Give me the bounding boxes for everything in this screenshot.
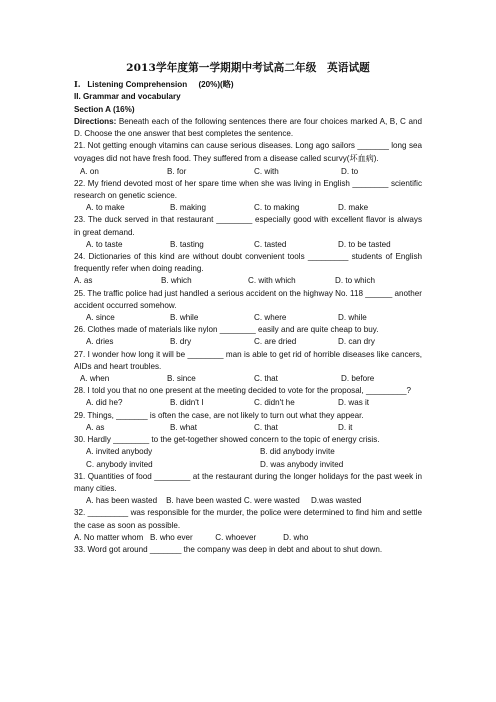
question-32: 32. _________ was responsible for the murder, the police were determined to find him and settle the case as soon as possible.: [74, 508, 422, 530]
question-23: 23. The duck served in that restaurant ________ especially good with excellent flavor is always in great demand.: [74, 215, 422, 237]
question-27-options: [74, 373, 422, 385]
option-b: B. making: [170, 203, 206, 213]
question-21-options: [74, 166, 422, 178]
option-d: D. can dry: [338, 337, 375, 347]
question-21: [74, 140, 422, 165]
option-c: C. to making: [254, 203, 300, 213]
option-c: C. that: [254, 422, 278, 432]
question-26-options: [74, 336, 422, 348]
section-a-heading: Section A (16%): [74, 104, 135, 114]
option-b: B. didn't I: [170, 398, 204, 408]
question-30: 30. Hardly ________ to the get-together showed concern to the topic of energy crisis.: [74, 435, 380, 445]
option-c: C. where: [254, 313, 287, 323]
question-27: 27. I wonder how long it will be ________ man is able to get rid of horrible diseases like cancers, AIDs and heart troubles.: [74, 349, 422, 371]
question-28-options: [74, 397, 422, 409]
option-b: B. for: [167, 166, 187, 176]
option-c: C. didn't he: [254, 398, 295, 408]
option-c: C. are dried: [254, 337, 297, 347]
question-30-options: [74, 446, 422, 470]
part-1-number: I.: [74, 79, 81, 90]
option-a: A. when: [80, 374, 110, 384]
question-29-options: [74, 422, 422, 434]
option-d: D. make: [338, 203, 369, 213]
option-c: C. with which: [248, 276, 296, 286]
option-b: B. which: [161, 276, 192, 286]
option-a: A. did he?: [86, 398, 123, 408]
option-d: D. was it: [338, 398, 370, 408]
directions-label: Directions:: [74, 116, 117, 126]
option-c: C. that: [254, 374, 278, 384]
question-24: 24. Dictionaries of this kind are without doubt convenient tools _________ students of English frequently refer when doing reading.: [74, 252, 422, 274]
question-25-options: [74, 312, 422, 324]
question-31: 31. Quantities of food ________ at the restaurant during the longer holidays for the past week in many cities.: [74, 471, 422, 493]
question-28: 28. I told you that no one present at the meeting decided to vote for the proposal, _________?: [74, 386, 412, 396]
option-d: D. while: [338, 313, 367, 323]
option-b: B. dry: [170, 337, 192, 347]
part-1-heading: [74, 78, 422, 91]
question-24-options: [74, 275, 422, 287]
question-29: 29. Things, _______ is often the case, are not likely to turn out what they appear.: [74, 410, 364, 420]
option-c: C. anybody invited: [86, 459, 153, 469]
option-d: D. to: [341, 166, 359, 176]
directions-text: Beneath each of the following sentences there are four choices marked A, B, C and D. Choose the one answer that best completes the sentence.: [74, 116, 422, 139]
question-21-tail: ).: [373, 154, 379, 164]
question-22-options: [74, 202, 422, 214]
question-33: 33. Word got around _______ the company was deep in debt and about to shut down.: [74, 544, 383, 554]
page-title: 2013学年度第一学期期中考试高二年级 英语试题: [126, 62, 370, 74]
part-2-heading: II. Grammar and vocabulary: [74, 92, 181, 102]
option-d: D. to be tasted: [338, 239, 391, 249]
option-c: C. with: [254, 166, 279, 176]
option-a: A. dries: [86, 337, 114, 347]
option-c: C. tasted: [254, 239, 287, 249]
option-b: B. did anybody invite: [260, 447, 335, 457]
option-a: A. to make: [86, 203, 125, 213]
question-26: 26. Clothes made of materials like nylon ________ easily and are quite cheap to buy.: [74, 325, 379, 335]
part-1-title: Listening Comprehension: [87, 80, 188, 90]
option-a: A. invited anybody: [86, 447, 153, 457]
question-21-chinese-gloss: 坏血病: [349, 153, 374, 164]
option-b: B. tasting: [170, 239, 204, 249]
option-a: A. as: [86, 422, 105, 432]
option-a: A. since: [86, 313, 115, 323]
directions: [74, 116, 422, 140]
question-23-options: [74, 239, 422, 251]
option-b: B. while: [170, 313, 199, 323]
question-31-options: A. has been wasted B. have been wasted C. were wasted D.was wasted: [86, 496, 362, 506]
option-b: B. what: [170, 422, 197, 432]
option-d: D. to which: [335, 276, 376, 286]
option-d: D. it: [338, 422, 353, 432]
question-22: 22. My friend devoted most of her spare time when she was living in English ________ scientific research on genetic science.: [74, 178, 422, 201]
question-21-stem: 21. Not getting enough vitamins can cause serious diseases. Long ago sailors _______ long sea voyages did not have fresh food. They suffered from a disease called scurvy(: [74, 141, 422, 164]
option-b: B. since: [167, 374, 196, 384]
part-1-score: (20%)(略): [198, 80, 234, 90]
option-a: A. on: [80, 166, 99, 176]
option-d: D. before: [341, 374, 375, 384]
question-25: 25. The traffic police had just handled a serious accident on the highway No. 118 ______ another accident occurred somehow.: [74, 288, 422, 310]
option-a: A. as: [74, 276, 93, 286]
question-32-options: A. No matter whom B. who ever C. whoever D. who: [74, 532, 309, 542]
option-a: A. to taste: [86, 239, 123, 249]
option-d: D. was anybody invited: [260, 459, 344, 469]
exam-page: [74, 62, 422, 556]
